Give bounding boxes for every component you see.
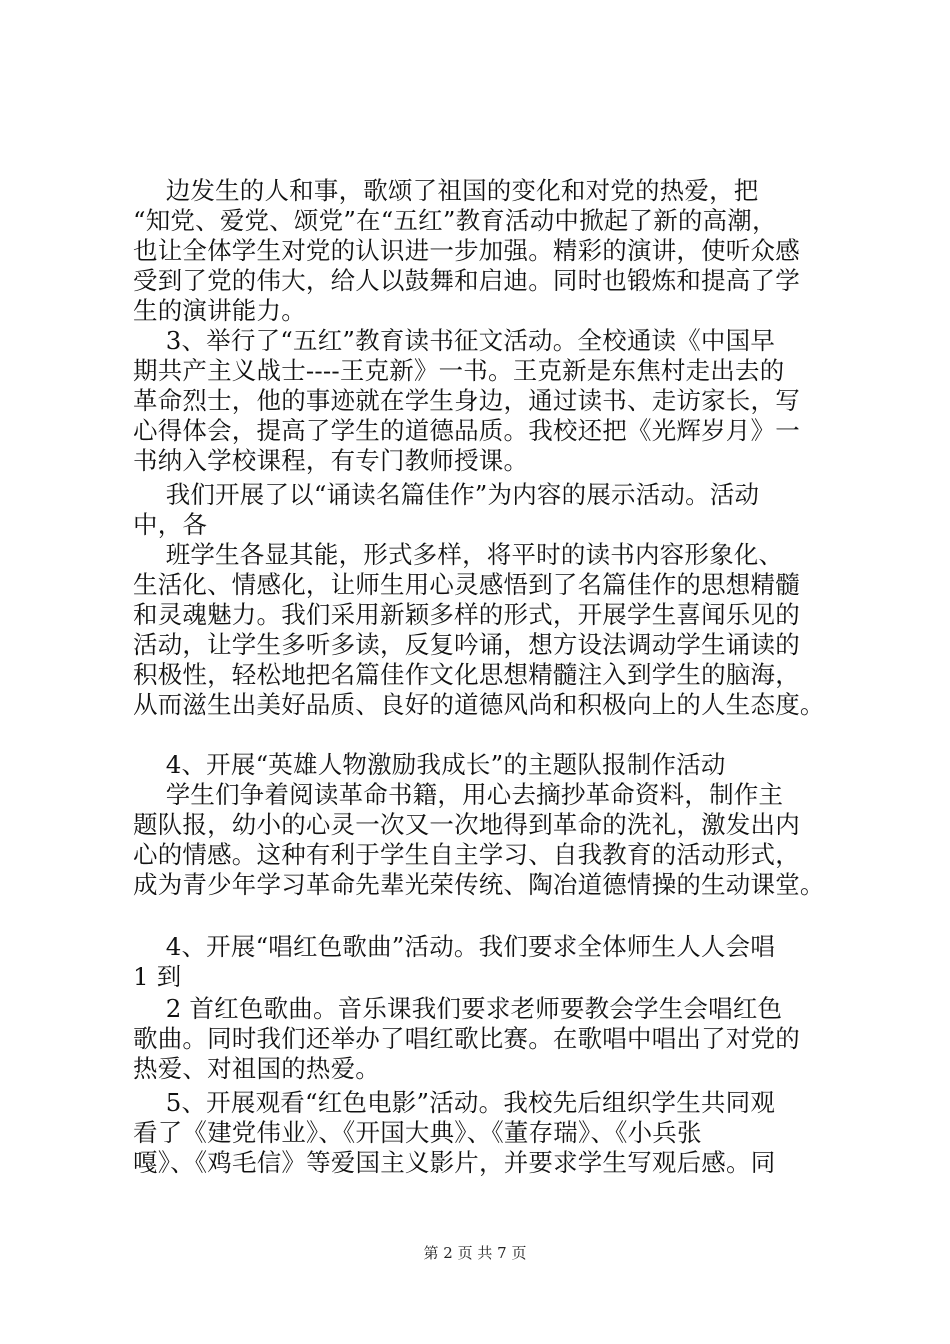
text-line: 生的演讲能力。: [133, 296, 306, 325]
text-line: 积极性，轻松地把名篇佳作文化思想精髓注入到学生的脑海，: [133, 660, 800, 689]
text-line: 嘎》、《鸡毛信》等爱国主义影片，并要求学生写观后感。同: [133, 1148, 776, 1177]
text-line: 受到了党的伟大，给人以鼓舞和启迪。同时也锻炼和提高了学: [133, 266, 800, 295]
text-line: 边发生的人和事，歌颂了祖国的变化和对党的热爱，把: [133, 176, 759, 205]
text-line: 3、举行了“五红”教育读书征文活动。全校通读《中国早: [133, 326, 776, 355]
text-line: 班学生各显其能，形式多样，将平时的读书内容形象化、: [133, 540, 784, 569]
text-line: 书纳入学校课程，有专门教师授课。: [133, 446, 529, 475]
text-line: 心的情感。这种有利于学生自主学习、自我教育的活动形式，: [133, 840, 800, 869]
text-line: 2 首红色歌曲。音乐课我们要求老师要教会学生会唱红色: [133, 994, 783, 1023]
text-line: 4、开展“英雄人物激励我成长”的主题队报制作活动: [133, 750, 726, 779]
text-line: 革命烈士，他的事迹就在学生身边，通过读书、走访家长，写: [133, 386, 800, 415]
page-number-footer: 第 2 页 共 7 页: [423, 1244, 527, 1262]
text-line: 学生们争着阅读革命书籍，用心去摘抄革命资料，制作主: [133, 780, 784, 809]
text-line: 也让全体学生对党的认识进一步加强。精彩的演讲，使听众感: [133, 236, 800, 265]
text-line: 生活化、情感化，让师生用心灵感悟到了名篇佳作的思想精髓: [133, 570, 800, 599]
text-line: 1 到: [133, 962, 182, 991]
text-line: 4、开展“唱红色歌曲”活动。我们要求全体师生人人会唱: [133, 932, 776, 961]
text-line: 期共产主义战士----王克新》一书。王克新是东焦村走出去的: [133, 356, 785, 385]
text-line: “知党、爱党、颂党”在“五红”教育活动中掀起了新的高潮，: [133, 206, 777, 235]
text-line: 从而滋生出美好品质、良好的道德风尚和积极向上的人生态度。: [133, 690, 825, 719]
text-line: 中，各: [133, 510, 208, 539]
text-line: 5、开展观看“红色电影”活动。我校先后组织学生共同观: [133, 1088, 776, 1117]
text-line: 歌曲。同时我们还举办了唱红歌比赛。在歌唱中唱出了对党的: [133, 1024, 800, 1053]
text-line: 和灵魂魅力。我们采用新颖多样的形式，开展学生喜闻乐见的: [133, 600, 800, 629]
text-line: 题队报，幼小的心灵一次又一次地得到革命的洗礼，激发出内: [133, 810, 800, 839]
text-line: 活动，让学生多听多读，反复吟诵，想方设法调动学生诵读的: [133, 630, 800, 659]
text-line: 热爱、对祖国的热爱。: [133, 1054, 380, 1083]
text-line: 看了《建党伟业》、《开国大典》、《董存瑞》、《小兵张: [133, 1118, 702, 1147]
text-line: 心得体会，提高了学生的道德品质。我校还把《光辉岁月》一: [133, 416, 800, 445]
text-line: 我们开展了以“诵读名篇佳作”为内容的展示活动。活动: [133, 480, 760, 509]
text-line: 成为青少年学习革命先辈光荣传统、陶冶道德情操的生动课堂。: [133, 870, 825, 899]
